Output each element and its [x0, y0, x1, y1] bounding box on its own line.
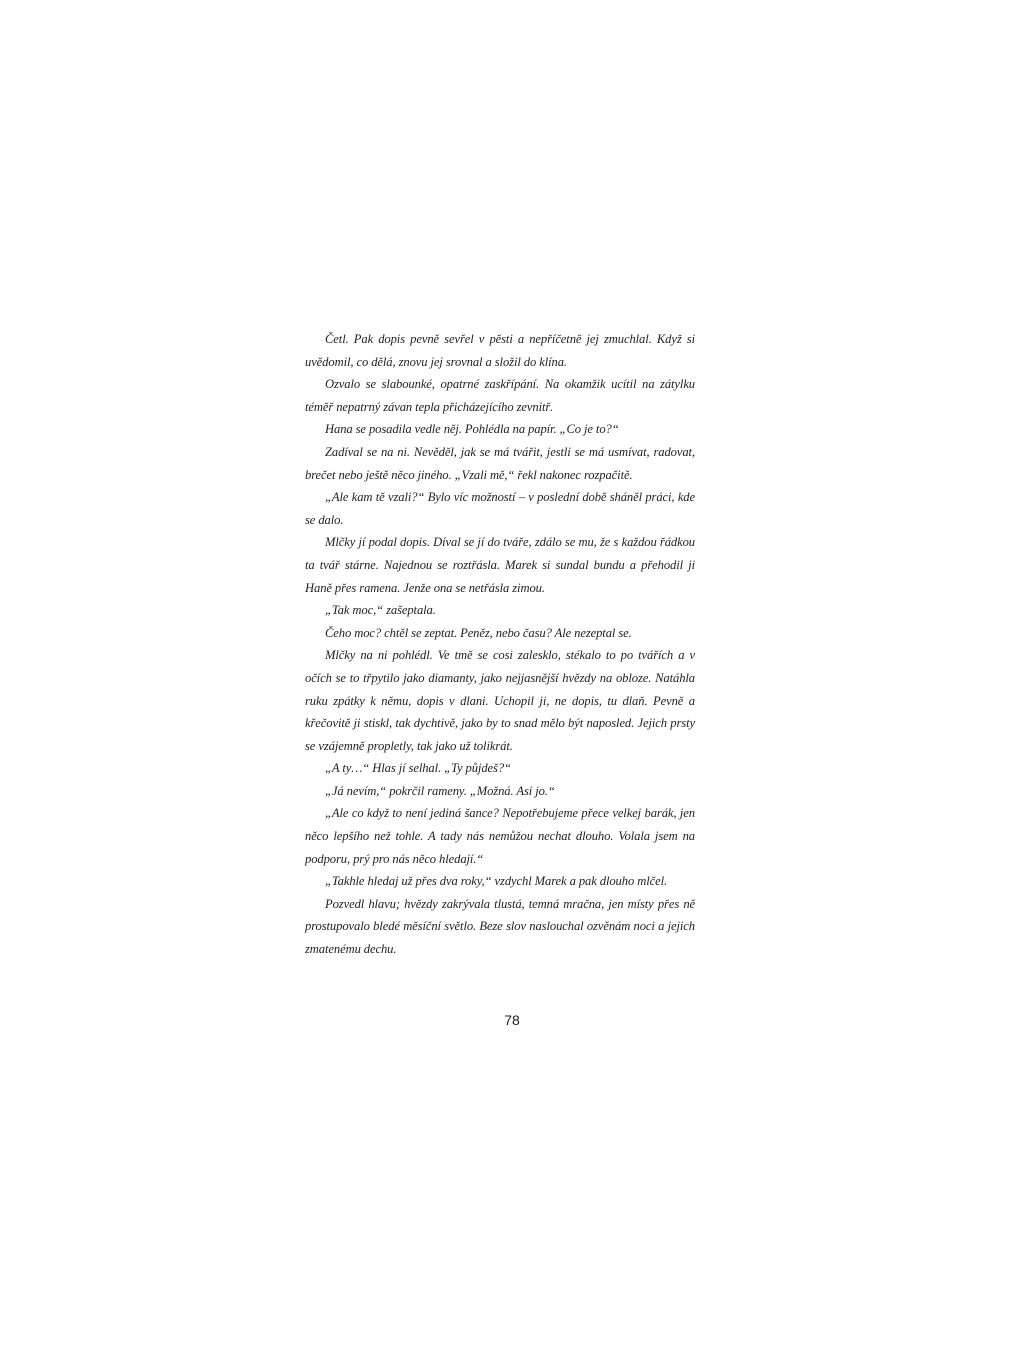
paragraph-2: Ozvalo se slabounké, opatrné zaskřípání. Na okamžik ucítil na zátylku téměř nepatrný závan tepla přicházejícího zevnitř. [305, 377, 695, 414]
paragraph-9: Mlčky na ni pohlédl. Ve tmě se cosi zalesklo, stékalo to po tvářích a v očích se to třpytilo jako diamanty, jako nejjasnější hvězdy na obloze. Natáhla ruku zpátky k němu, dopis v dlani. Uchopil ji, ne dopis, tu dlaň. Pevně a křečovitě ji stiskl, tak dychtivě, jako by to snad mělo být naposled. Jejich prsty se vzájemně propletly, tak jako už tolikrát. [305, 648, 695, 753]
paragraph-7: „Tak moc,“ zašeptala. [325, 603, 436, 618]
paragraph-3: Hana se posadila vedle něj. Pohlédla na papír. „Co je to?“ [325, 422, 619, 437]
body-text [305, 328, 695, 961]
paragraph-1: Četl. Pak dopis pevně sevřel v pěsti a nepříčetně jej zmuchlal. Když si uvědomil, co dělá, znovu jej srovnal a složil do klína. [305, 332, 695, 369]
paragraph-14: Pozvedl hlavu; hvězdy zakrývala tlustá, temná mračna, jen místy přes ně prostupovalo bledé měsíční světlo. Beze slov naslouchal ozvěnám noci a jejich zmatenému dechu. [305, 896, 695, 957]
paragraph-12: „Ale co když to není jediná šance? Nepotřebujeme přece velkej barák, jen něco lepšího než tohle. A tady nás nemůžou nechat dlouho. Volala jsem na podporu, prý pro nás něco hledají.“ [305, 806, 695, 866]
paragraph-8: Čeho moc? chtěl se zeptat. Peněz, nebo času? Ale nezeptal se. [325, 625, 632, 640]
paragraph-10: „A ty…“ Hlas jí selhal. „Ty půjdeš?“ [325, 761, 511, 776]
paragraph-4: Zadíval se na ni. Nevěděl, jak se má tvářit, jestli se má usmívat, radovat, brečet nebo ještě něco jiného. „Vzali mě,“ řekl nakonec rozpačitě. [305, 444, 695, 482]
paragraph-13: „Takhle hledaj už přes dva roky,“ vzdychl Marek a pak dlouho mlčel. [325, 874, 668, 889]
page-number: 78 [504, 1012, 520, 1028]
paragraph-11: „Já nevím,“ pokrčil rameny. „Možná. Asi jo.“ [325, 783, 555, 798]
paragraph-6: Mlčky jí podal dopis. Díval se jí do tváře, zdálo se mu, že s každou řádkou ta tvář stárne. Najednou se roztřásla. Marek si sundal bundu a přehodil ji Haně přes ramena. Jenže ona se netřásla zimou. [305, 535, 695, 595]
paragraph-5: „Ale kam tě vzali?“ Bylo víc možností – v poslední době sháněl práci, kde se dalo. [305, 490, 695, 527]
